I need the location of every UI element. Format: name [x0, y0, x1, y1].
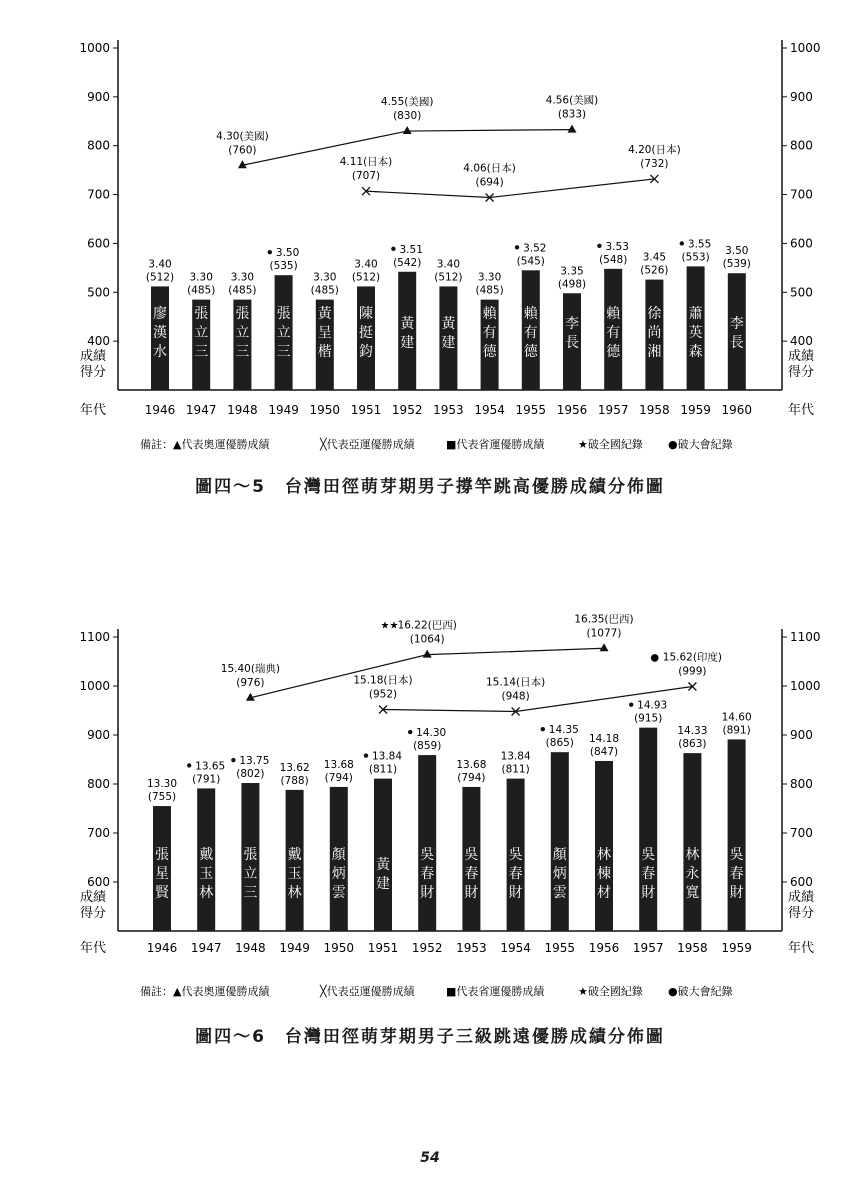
- athlete-name-char: 玉: [199, 866, 214, 882]
- athlete-name-char: 徐: [647, 306, 662, 322]
- bar-mark-label: 3.30: [189, 271, 213, 284]
- athlete-name-char: 林: [199, 885, 214, 901]
- y-tick-label-left: 800: [87, 777, 110, 791]
- x-tick-label: 1960: [721, 403, 753, 417]
- bar-mark-label: 3.50: [725, 245, 749, 258]
- legend-item: ●破大會紀錄: [668, 985, 733, 998]
- bar-score-label: (526): [640, 264, 669, 277]
- olympic-point-score: (976): [236, 676, 265, 689]
- bar: [683, 753, 701, 931]
- bar-mark-label: 14.30: [416, 727, 447, 740]
- meet-record-dot: [187, 763, 191, 767]
- x-tick-label: 1951: [367, 941, 399, 955]
- athlete-name-char: 立: [243, 866, 258, 882]
- y-tick-label-left: 600: [87, 236, 110, 251]
- athlete-name-char: 三: [194, 344, 209, 360]
- athlete-name-char: 湘: [647, 344, 662, 360]
- olympic-point-score: (1077): [586, 627, 622, 640]
- legend-item: 備註：▲代表奧運優勝成績: [140, 985, 270, 998]
- y-tick-label-left: 900: [87, 89, 110, 104]
- bar-score-label: (915): [634, 712, 663, 725]
- meet-record-dot: [391, 247, 395, 251]
- athlete-name-char: 立: [276, 325, 291, 341]
- bar-mark-label: 14.18: [588, 732, 620, 745]
- asian-point-label: 4.11(日本): [339, 156, 393, 169]
- athlete-name-char: 林: [597, 847, 611, 863]
- meet-record-dot: [231, 758, 235, 762]
- athlete-name-char: 德: [523, 344, 538, 360]
- asian-point-label: 15.18(日本): [353, 674, 413, 687]
- legend-item: ★破全國紀錄: [578, 438, 643, 451]
- page-number: 54: [420, 1150, 440, 1166]
- y-tick-label-right: 1000: [790, 679, 821, 693]
- y-tick-label-right: 900: [790, 728, 813, 742]
- bar-score-label: (512): [145, 271, 175, 284]
- y-axis-label-left: 成績: [79, 890, 106, 905]
- x-tick-label: 1958: [639, 403, 670, 417]
- athlete-name-char: 材: [597, 885, 611, 901]
- x-tick-label: 1949: [279, 941, 310, 955]
- y-tick-label-right: 500: [790, 285, 813, 300]
- athlete-name-char: 炳: [331, 866, 346, 882]
- x-tick-label: 1947: [190, 941, 222, 955]
- athlete-name-char: 春: [420, 866, 435, 882]
- bar: [595, 761, 613, 931]
- meet-record-dot: [364, 753, 368, 757]
- x-tick-label: 1958: [677, 941, 708, 955]
- x-tick-label: 1948: [227, 403, 258, 417]
- y-tick-label-right: 400: [790, 334, 813, 349]
- athlete-name-char: 玉: [287, 866, 302, 882]
- meet-record-dot: [408, 730, 412, 734]
- athlete-name-char: 李: [729, 316, 744, 332]
- athlete-name-char: 鈞: [359, 344, 373, 360]
- pole-vault-chart-title: 圖四～5 台灣田徑萌芽期男子撐竿跳高優勝成績分佈圖: [195, 477, 665, 497]
- legend-item: ■代表省運優勝成績: [446, 438, 545, 451]
- bar-mark-label: 3.52: [523, 242, 547, 255]
- asian-series-line: [366, 176, 654, 198]
- bar-score-label: (794): [457, 771, 486, 784]
- athlete-name-char: 挺: [359, 325, 373, 341]
- athlete-name-char: 戴: [287, 847, 302, 863]
- athlete-name-char: 吳: [464, 847, 479, 863]
- athlete-name-char: 楷: [317, 344, 332, 360]
- x-axis-label-right: 年代: [788, 403, 815, 418]
- bar-score-label: (485): [187, 284, 216, 297]
- x-tick-label: 1952: [411, 941, 443, 955]
- athlete-name-char: 張: [194, 306, 209, 322]
- olympic-point-label: 4.55(美國): [380, 96, 434, 109]
- athlete-name-char: 長: [729, 335, 744, 351]
- athlete-name-char: 財: [729, 885, 744, 901]
- athlete-name-char: 德: [482, 344, 497, 360]
- asian-point-label: 15.62(印度): [662, 651, 723, 664]
- x-tick-label: 1955: [515, 403, 547, 417]
- athlete-name-char: 建: [400, 335, 415, 351]
- athlete-name-char: 星: [155, 866, 169, 882]
- x-tick-label: 1957: [632, 941, 664, 955]
- x-tick-label: 1955: [544, 941, 576, 955]
- x-tick-label: 1947: [185, 403, 217, 417]
- athlete-name-char: 春: [464, 866, 479, 882]
- bar-score-label: (891): [722, 724, 751, 737]
- x-axis-label-right: 年代: [788, 941, 815, 956]
- bar-score-label: (542): [393, 256, 422, 269]
- athlete-name-char: 黃: [441, 316, 456, 332]
- athlete-name-char: 賢: [155, 885, 169, 901]
- x-tick-label: 1959: [721, 941, 752, 955]
- x-tick-label: 1953: [433, 403, 464, 417]
- bar-mark-label: 3.30: [313, 271, 337, 284]
- athlete-name-char: 森: [688, 344, 703, 360]
- y-axis-label-left: 得分: [79, 365, 106, 380]
- x-tick-label: 1950: [323, 941, 355, 955]
- x-axis-label-left: 年代: [80, 941, 107, 956]
- athlete-name-char: 林: [287, 885, 302, 901]
- y-tick-label-left: 600: [87, 875, 110, 889]
- bar-score-label: (788): [280, 774, 309, 787]
- meet-record-dot: [680, 241, 684, 245]
- x-tick-label: 1952: [391, 403, 423, 417]
- athlete-name-char: 尚: [647, 325, 662, 341]
- bar-mark-label: 13.65: [195, 760, 226, 773]
- legend-item: ╳代表亞運優勝成績: [320, 438, 415, 451]
- bar-mark-label: 13.84: [371, 750, 403, 763]
- bar-mark-label: 3.30: [477, 271, 502, 284]
- y-axis-label-right: 成績: [788, 349, 815, 364]
- x-tick-label: 1954: [474, 403, 505, 417]
- asian-point-score: (999): [678, 665, 707, 678]
- y-axis-label-right: 成績: [788, 890, 815, 905]
- y-tick-label-right: 600: [790, 236, 813, 251]
- meet-record-dot: [629, 702, 633, 706]
- bar-mark-label: 3.30: [230, 271, 255, 284]
- athlete-name-char: 陳: [359, 306, 373, 322]
- bar: [728, 739, 746, 931]
- y-tick-label-left: 700: [87, 187, 110, 202]
- athlete-name-char: 雲: [552, 885, 567, 901]
- athlete-name-char: 賴: [606, 306, 621, 322]
- bar: [551, 752, 569, 931]
- olympic-point-label: 15.40(瑞典): [220, 662, 281, 675]
- asian-point-label: 15.14(日本): [485, 676, 546, 689]
- y-tick-label-left: 900: [87, 728, 110, 742]
- athlete-name-char: 吳: [729, 847, 744, 863]
- x-tick-label: 1946: [146, 941, 178, 955]
- athlete-name-char: 德: [606, 344, 621, 360]
- x-tick-label: 1946: [144, 403, 176, 417]
- athlete-name-char: 春: [508, 866, 523, 882]
- olympic-point-score: (833): [557, 108, 587, 121]
- legend-item: ●破大會紀錄: [668, 438, 733, 451]
- y-tick-label-left: 500: [87, 285, 110, 300]
- athlete-name-char: 財: [464, 885, 479, 901]
- asian-point-score: (707): [351, 170, 381, 183]
- asian-point-score: (948): [501, 690, 530, 703]
- athlete-name-char: 吳: [508, 847, 523, 863]
- olympic-point: [600, 643, 609, 651]
- athlete-name-char: 張: [276, 306, 291, 322]
- athlete-name-char: 春: [729, 866, 744, 882]
- y-tick-label-right: 800: [790, 138, 813, 153]
- asian-point-score: (952): [368, 688, 398, 701]
- athlete-name-char: 李: [565, 316, 579, 332]
- olympic-point-label: 4.30(美國): [216, 130, 269, 143]
- legend-item: ╳代表亞運優勝成績: [320, 985, 415, 998]
- x-tick-label: 1950: [309, 403, 341, 417]
- bar-mark-label: 14.60: [721, 711, 752, 724]
- y-tick-label-left: 1000: [79, 679, 110, 693]
- bar-mark-label: 14.35: [548, 724, 579, 737]
- athlete-name-char: 長: [565, 335, 579, 351]
- olympic-point: [568, 125, 577, 133]
- athlete-name-char: 張: [235, 306, 250, 322]
- meet-record-dot: [541, 727, 545, 731]
- y-tick-label-right: 700: [790, 826, 813, 840]
- bar-mark-label: 3.53: [605, 240, 629, 253]
- bar-score-label: (545): [516, 255, 545, 268]
- athlete-name-char: 戴: [199, 847, 214, 863]
- athlete-name-char: 建: [441, 335, 456, 351]
- athlete-name-char: 有: [482, 325, 497, 341]
- bar-mark-label: 3.40: [354, 258, 378, 271]
- athlete-name-char: 財: [508, 885, 523, 901]
- y-tick-label-right: 900: [790, 89, 813, 104]
- bar-mark-label: 3.50: [275, 247, 300, 260]
- y-tick-label-left: 400: [87, 334, 110, 349]
- bar-mark-label: 13.62: [279, 761, 310, 774]
- olympic-point-score: (830): [393, 110, 422, 123]
- athlete-name-char: 漢: [153, 325, 167, 341]
- bar-score-label: (485): [475, 284, 504, 297]
- y-axis-label-left: 成績: [79, 349, 106, 364]
- legend-item: ★破全國紀錄: [578, 985, 643, 998]
- athlete-name-char: 吳: [420, 847, 435, 863]
- bar-score-label: (498): [557, 278, 587, 291]
- athlete-name-char: 吳: [641, 847, 656, 863]
- bar-score-label: (485): [228, 284, 257, 297]
- bar-mark-label: 13.68: [456, 758, 487, 771]
- athlete-name-char: 三: [235, 344, 250, 360]
- athlete-name-char: 水: [153, 344, 167, 360]
- x-tick-label: 1957: [597, 403, 629, 417]
- bar-mark-label: 3.40: [436, 258, 461, 271]
- bar: [418, 755, 436, 931]
- y-tick-label-left: 700: [87, 826, 110, 840]
- x-tick-label: 1956: [588, 941, 620, 955]
- athlete-name-char: 張: [155, 847, 169, 863]
- y-axis-label-left: 得分: [79, 906, 106, 921]
- y-tick-label-right: 800: [790, 777, 813, 791]
- triple-jump-chart: [0, 595, 860, 1025]
- record-mark: ★★: [380, 620, 399, 632]
- y-axis-label-right: 得分: [788, 365, 815, 380]
- athlete-name-char: 黃: [400, 316, 415, 332]
- athlete-name-char: 棟: [597, 866, 611, 882]
- bar-score-label: (802): [236, 768, 265, 781]
- asian-point-score: (732): [640, 157, 669, 170]
- athlete-name-char: 三: [243, 885, 258, 901]
- bar-score-label: (794): [324, 771, 353, 784]
- pole-vault-chart: [0, 0, 860, 460]
- bar-score-label: (755): [147, 791, 177, 804]
- y-tick-label-left: 1100: [79, 630, 110, 644]
- athlete-name-char: 建: [376, 876, 390, 892]
- bar-mark-label: 13.75: [239, 755, 270, 768]
- bar-score-label: (535): [269, 260, 298, 273]
- y-tick-label-right: 700: [790, 187, 813, 202]
- athlete-name-char: 寬: [685, 885, 700, 901]
- olympic-point-score: (760): [228, 144, 257, 157]
- athlete-name-char: 黃: [317, 306, 332, 322]
- olympic-point-label: 16.22(巴西): [397, 619, 457, 632]
- bar-score-label: (791): [192, 773, 221, 786]
- asian-point-label: 4.06(日本): [463, 162, 516, 175]
- asian-point-score: (694): [475, 176, 504, 189]
- athlete-name-char: 有: [606, 325, 621, 341]
- athlete-name-char: 顏: [552, 847, 567, 863]
- meet-record-dot: [515, 245, 519, 249]
- olympic-point: [423, 650, 432, 658]
- bar-mark-label: 3.51: [399, 243, 423, 256]
- y-tick-label-left: 800: [87, 138, 110, 153]
- bar-score-label: (512): [434, 271, 463, 284]
- bar-mark-label: 3.45: [642, 251, 667, 264]
- athlete-name-char: 炳: [552, 866, 567, 882]
- record-mark: ●: [650, 652, 660, 664]
- x-tick-label: 1949: [268, 403, 299, 417]
- y-tick-label-right: 600: [790, 875, 813, 889]
- athlete-name-char: 蕭: [688, 306, 703, 322]
- x-tick-label: 1951: [350, 403, 382, 417]
- meet-record-dot: [268, 250, 272, 254]
- olympic-point-label: 4.56(美國): [545, 94, 599, 107]
- athlete-name-char: 財: [641, 885, 656, 901]
- athlete-name-char: 三: [276, 344, 291, 360]
- meet-record-dot: [597, 244, 601, 248]
- y-tick-label-left: 1000: [79, 41, 110, 55]
- triple-jump-chart-title: 圖四～6 台灣田徑萌芽期男子三級跳遠優勝成績分佈圖: [195, 1027, 665, 1047]
- x-tick-label: 1948: [235, 941, 266, 955]
- legend-item: ■代表省運優勝成績: [446, 985, 545, 998]
- y-tick-label-right: 1000: [790, 41, 821, 55]
- athlete-name-char: 林: [685, 847, 700, 863]
- bar-score-label: (811): [501, 763, 530, 776]
- bar-score-label: (548): [599, 253, 628, 266]
- bar-score-label: (859): [413, 740, 442, 753]
- athlete-name-char: 賴: [482, 306, 497, 322]
- bar-score-label: (553): [681, 251, 710, 264]
- bar-score-label: (863): [678, 738, 707, 751]
- olympic-point-score: (1064): [409, 633, 445, 646]
- olympic-point: [403, 126, 412, 134]
- athlete-name-char: 立: [235, 325, 250, 341]
- athlete-name-char: 呈: [317, 325, 332, 341]
- x-axis-label-left: 年代: [80, 403, 107, 418]
- bar-mark-label: 14.33: [677, 725, 708, 738]
- bar: [374, 779, 392, 931]
- bar-score-label: (865): [545, 737, 574, 750]
- athlete-name-char: 永: [685, 866, 700, 882]
- athlete-name-char: 黃: [376, 857, 390, 873]
- bar-mark-label: 3.35: [560, 265, 584, 278]
- bar-mark-label: 13.84: [500, 750, 531, 763]
- x-tick-label: 1959: [680, 403, 711, 417]
- athlete-name-char: 賴: [523, 306, 538, 322]
- athlete-name-char: 雲: [331, 885, 346, 901]
- bar-score-label: (485): [310, 284, 339, 297]
- asian-point-label: 4.20(日本): [628, 143, 681, 156]
- x-tick-label: 1954: [500, 941, 531, 955]
- legend-item: 備註：▲代表奧運優勝成績: [140, 438, 270, 451]
- olympic-point-label: 16.35(巴西): [574, 613, 634, 626]
- bar-mark-label: 13.68: [323, 758, 354, 771]
- y-axis-label-right: 得分: [788, 906, 815, 921]
- athlete-name-char: 春: [641, 866, 656, 882]
- bar-mark-label: 3.55: [687, 238, 712, 251]
- bar-mark-label: 13.30: [146, 778, 178, 791]
- athlete-name-char: 張: [243, 847, 258, 863]
- bar-mark-label: 14.93: [637, 699, 668, 712]
- x-tick-label: 1953: [456, 941, 487, 955]
- athlete-name-char: 有: [523, 325, 538, 341]
- bar-score-label: (512): [351, 271, 381, 284]
- x-tick-label: 1956: [556, 403, 588, 417]
- bar-score-label: (847): [589, 745, 619, 758]
- athlete-name-char: 顏: [331, 847, 346, 863]
- athlete-name-char: 財: [420, 885, 435, 901]
- athlete-name-char: 廖: [153, 306, 167, 322]
- athlete-name-char: 英: [688, 325, 703, 341]
- bar-mark-label: 3.40: [148, 258, 172, 271]
- bar-score-label: (811): [368, 763, 398, 776]
- athlete-name-char: 立: [194, 325, 209, 341]
- bar-score-label: (539): [722, 258, 751, 271]
- y-tick-label-right: 1100: [790, 630, 821, 644]
